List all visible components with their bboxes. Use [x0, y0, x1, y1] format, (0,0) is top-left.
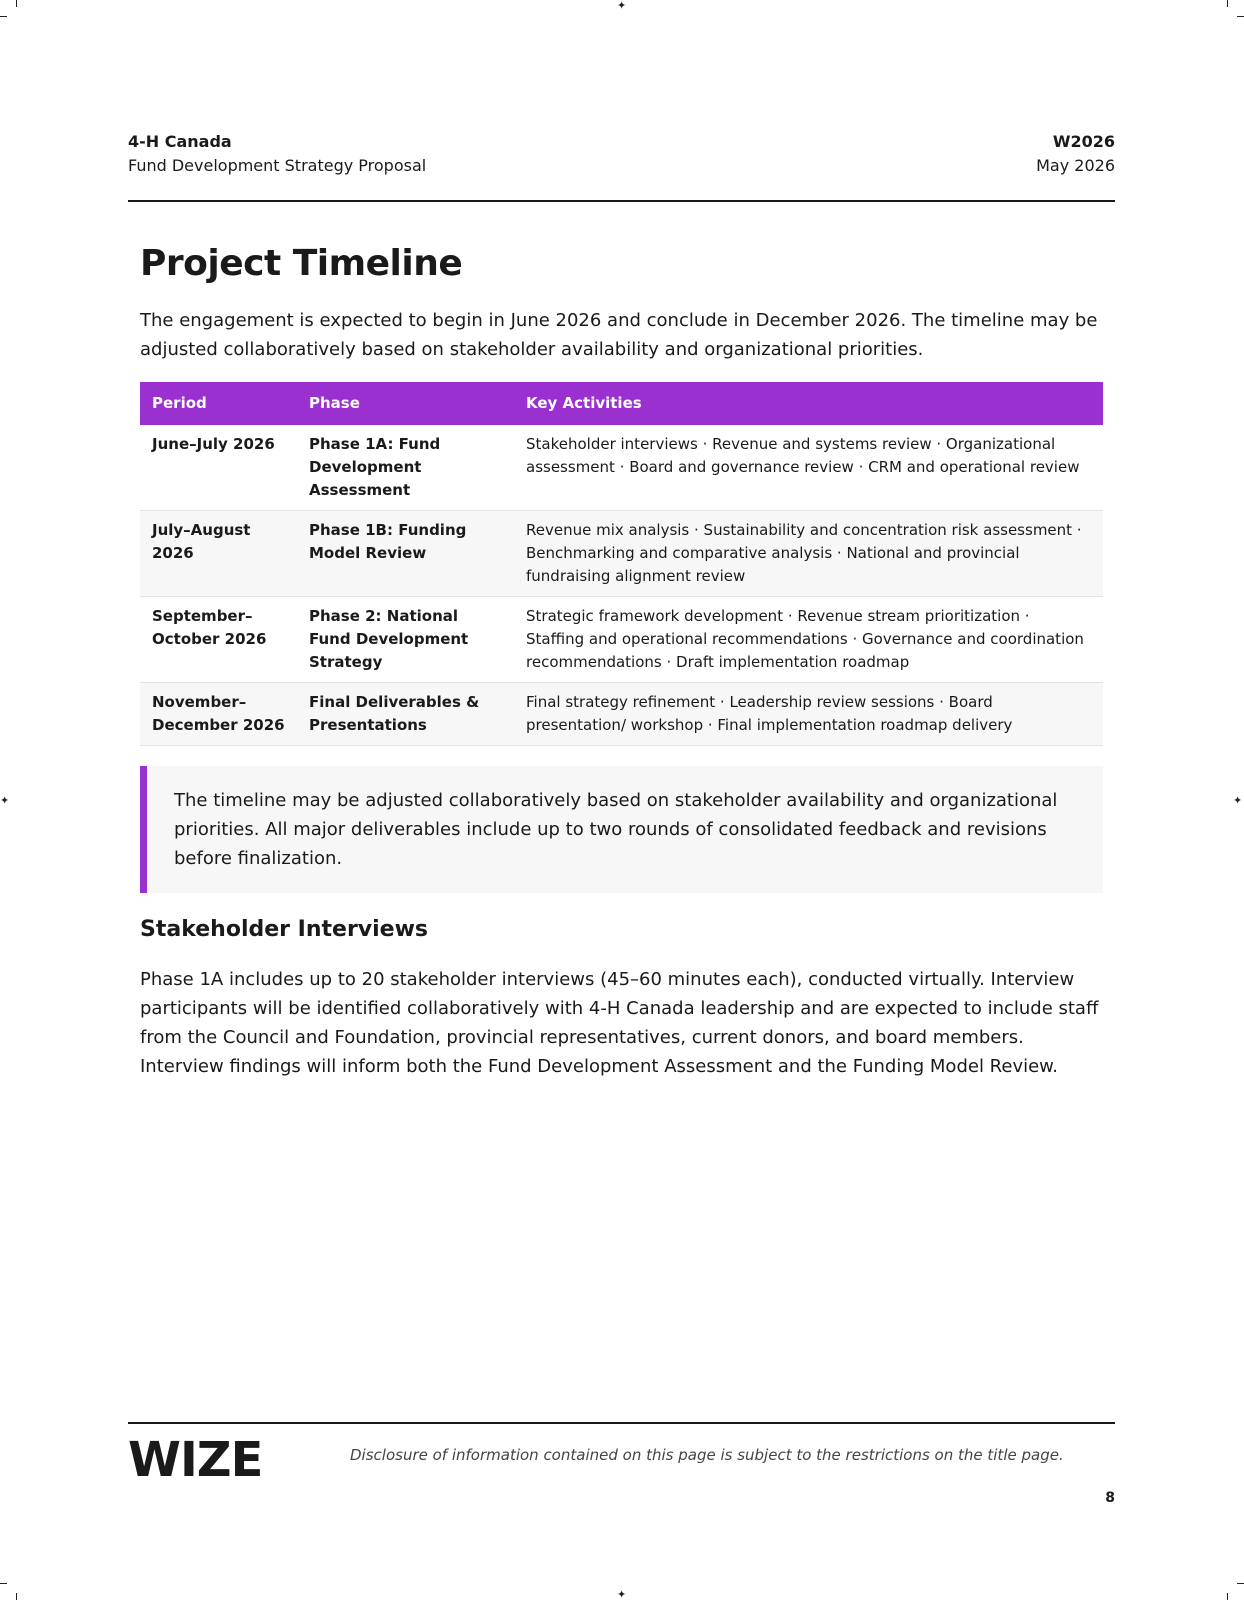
- registration-mark-icon: ✦: [1233, 794, 1243, 807]
- phase-cell: Final Deliverables & Presentations: [297, 683, 514, 746]
- note-callout: The timeline may be adjusted collaboratively based on stakeholder availability and organizational priorities. All major deliverables include up to two rounds of consolidated feedback and revisions before finalization.: [140, 766, 1103, 893]
- wize-logo: WIZE: [128, 1432, 263, 1488]
- page-number: 8: [1105, 1490, 1115, 1506]
- registration-mark-icon: ✦: [617, 1588, 627, 1601]
- header-left: [128, 130, 426, 178]
- body-paragraph: Phase 1A includes up to 20 stakeholder interviews (45–60 minutes each), conducted virtually. Interview participants will be identified collaboratively with 4-H Canada leadership and are expected to include staff from the Council and Foundation, provincial representatives, current donors, and board members. Interview findings will inform both the Fund Development Assessment and the Funding Model Review.: [140, 969, 1099, 1077]
- crop-mark: [1237, 1583, 1244, 1584]
- main-content: [140, 240, 1103, 1081]
- timeline-table: [140, 382, 1103, 746]
- period-cell: November–December 2026: [140, 683, 297, 746]
- table-row: [140, 597, 1103, 683]
- table-header-row: [140, 382, 1103, 425]
- section-heading: Stakeholder Interviews: [140, 917, 429, 942]
- period-cell: July–August 2026: [140, 511, 297, 597]
- document-date: May 2026: [1036, 156, 1115, 175]
- header-right: [1036, 130, 1115, 178]
- phase-cell: Phase 2: National Fund Development Strategy: [297, 597, 514, 683]
- activities-cell: Strategic framework development · Revenue stream prioritization · Staffing and operational recommendations · Governance and coordination recommendations · Draft implementation roadmap: [514, 597, 1103, 683]
- column-header-period: Period: [140, 382, 297, 425]
- document-title: Fund Development Strategy Proposal: [128, 156, 427, 175]
- period-cell: June–July 2026: [140, 425, 297, 511]
- crop-mark: [1227, 1593, 1228, 1600]
- page-footer: [128, 1422, 1115, 1506]
- crop-mark: [0, 16, 7, 17]
- page-title: Project Timeline: [140, 243, 463, 284]
- proposal-code: W2026: [1052, 132, 1115, 151]
- registration-mark-icon: ✦: [617, 0, 627, 12]
- activities-cell: Revenue mix analysis · Sustainability and concentration risk assessment · Benchmarking and comparative analysis · National and provincial fundraising alignment review: [514, 511, 1103, 597]
- intro-paragraph: The engagement is expected to begin in June 2026 and conclude in December 2026. The timeline may be adjusted collaboratively based on stakeholder availability and organizational priorities.: [140, 310, 1098, 360]
- disclosure-note: Disclosure of information contained on this page is subject to the restrictions on the title page.: [350, 1446, 1064, 1464]
- crop-mark: [16, 0, 17, 7]
- column-header-phase: Phase: [297, 382, 514, 425]
- phase-cell: Phase 1B: Funding Model Review: [297, 511, 514, 597]
- activities-cell: Final strategy refinement · Leadership review sessions · Board presentation/ workshop · Final implementation roadmap delivery: [514, 683, 1103, 746]
- table-row: [140, 683, 1103, 746]
- activities-cell: Stakeholder interviews · Revenue and systems review · Organizational assessment · Board and governance review · CRM and operational review: [514, 425, 1103, 511]
- registration-mark-icon: ✦: [0, 794, 10, 807]
- crop-mark: [0, 1583, 7, 1584]
- crop-mark: [16, 1593, 17, 1600]
- crop-mark: [1237, 16, 1244, 17]
- column-header-activities: Key Activities: [514, 382, 1103, 425]
- organization-name: 4-H Canada: [128, 132, 232, 151]
- crop-mark: [1227, 0, 1228, 7]
- table-row: [140, 425, 1103, 511]
- table-row: [140, 511, 1103, 597]
- page-header: [128, 130, 1115, 202]
- period-cell: September–October 2026: [140, 597, 297, 683]
- phase-cell: Phase 1A: Fund Development Assessment: [297, 425, 514, 511]
